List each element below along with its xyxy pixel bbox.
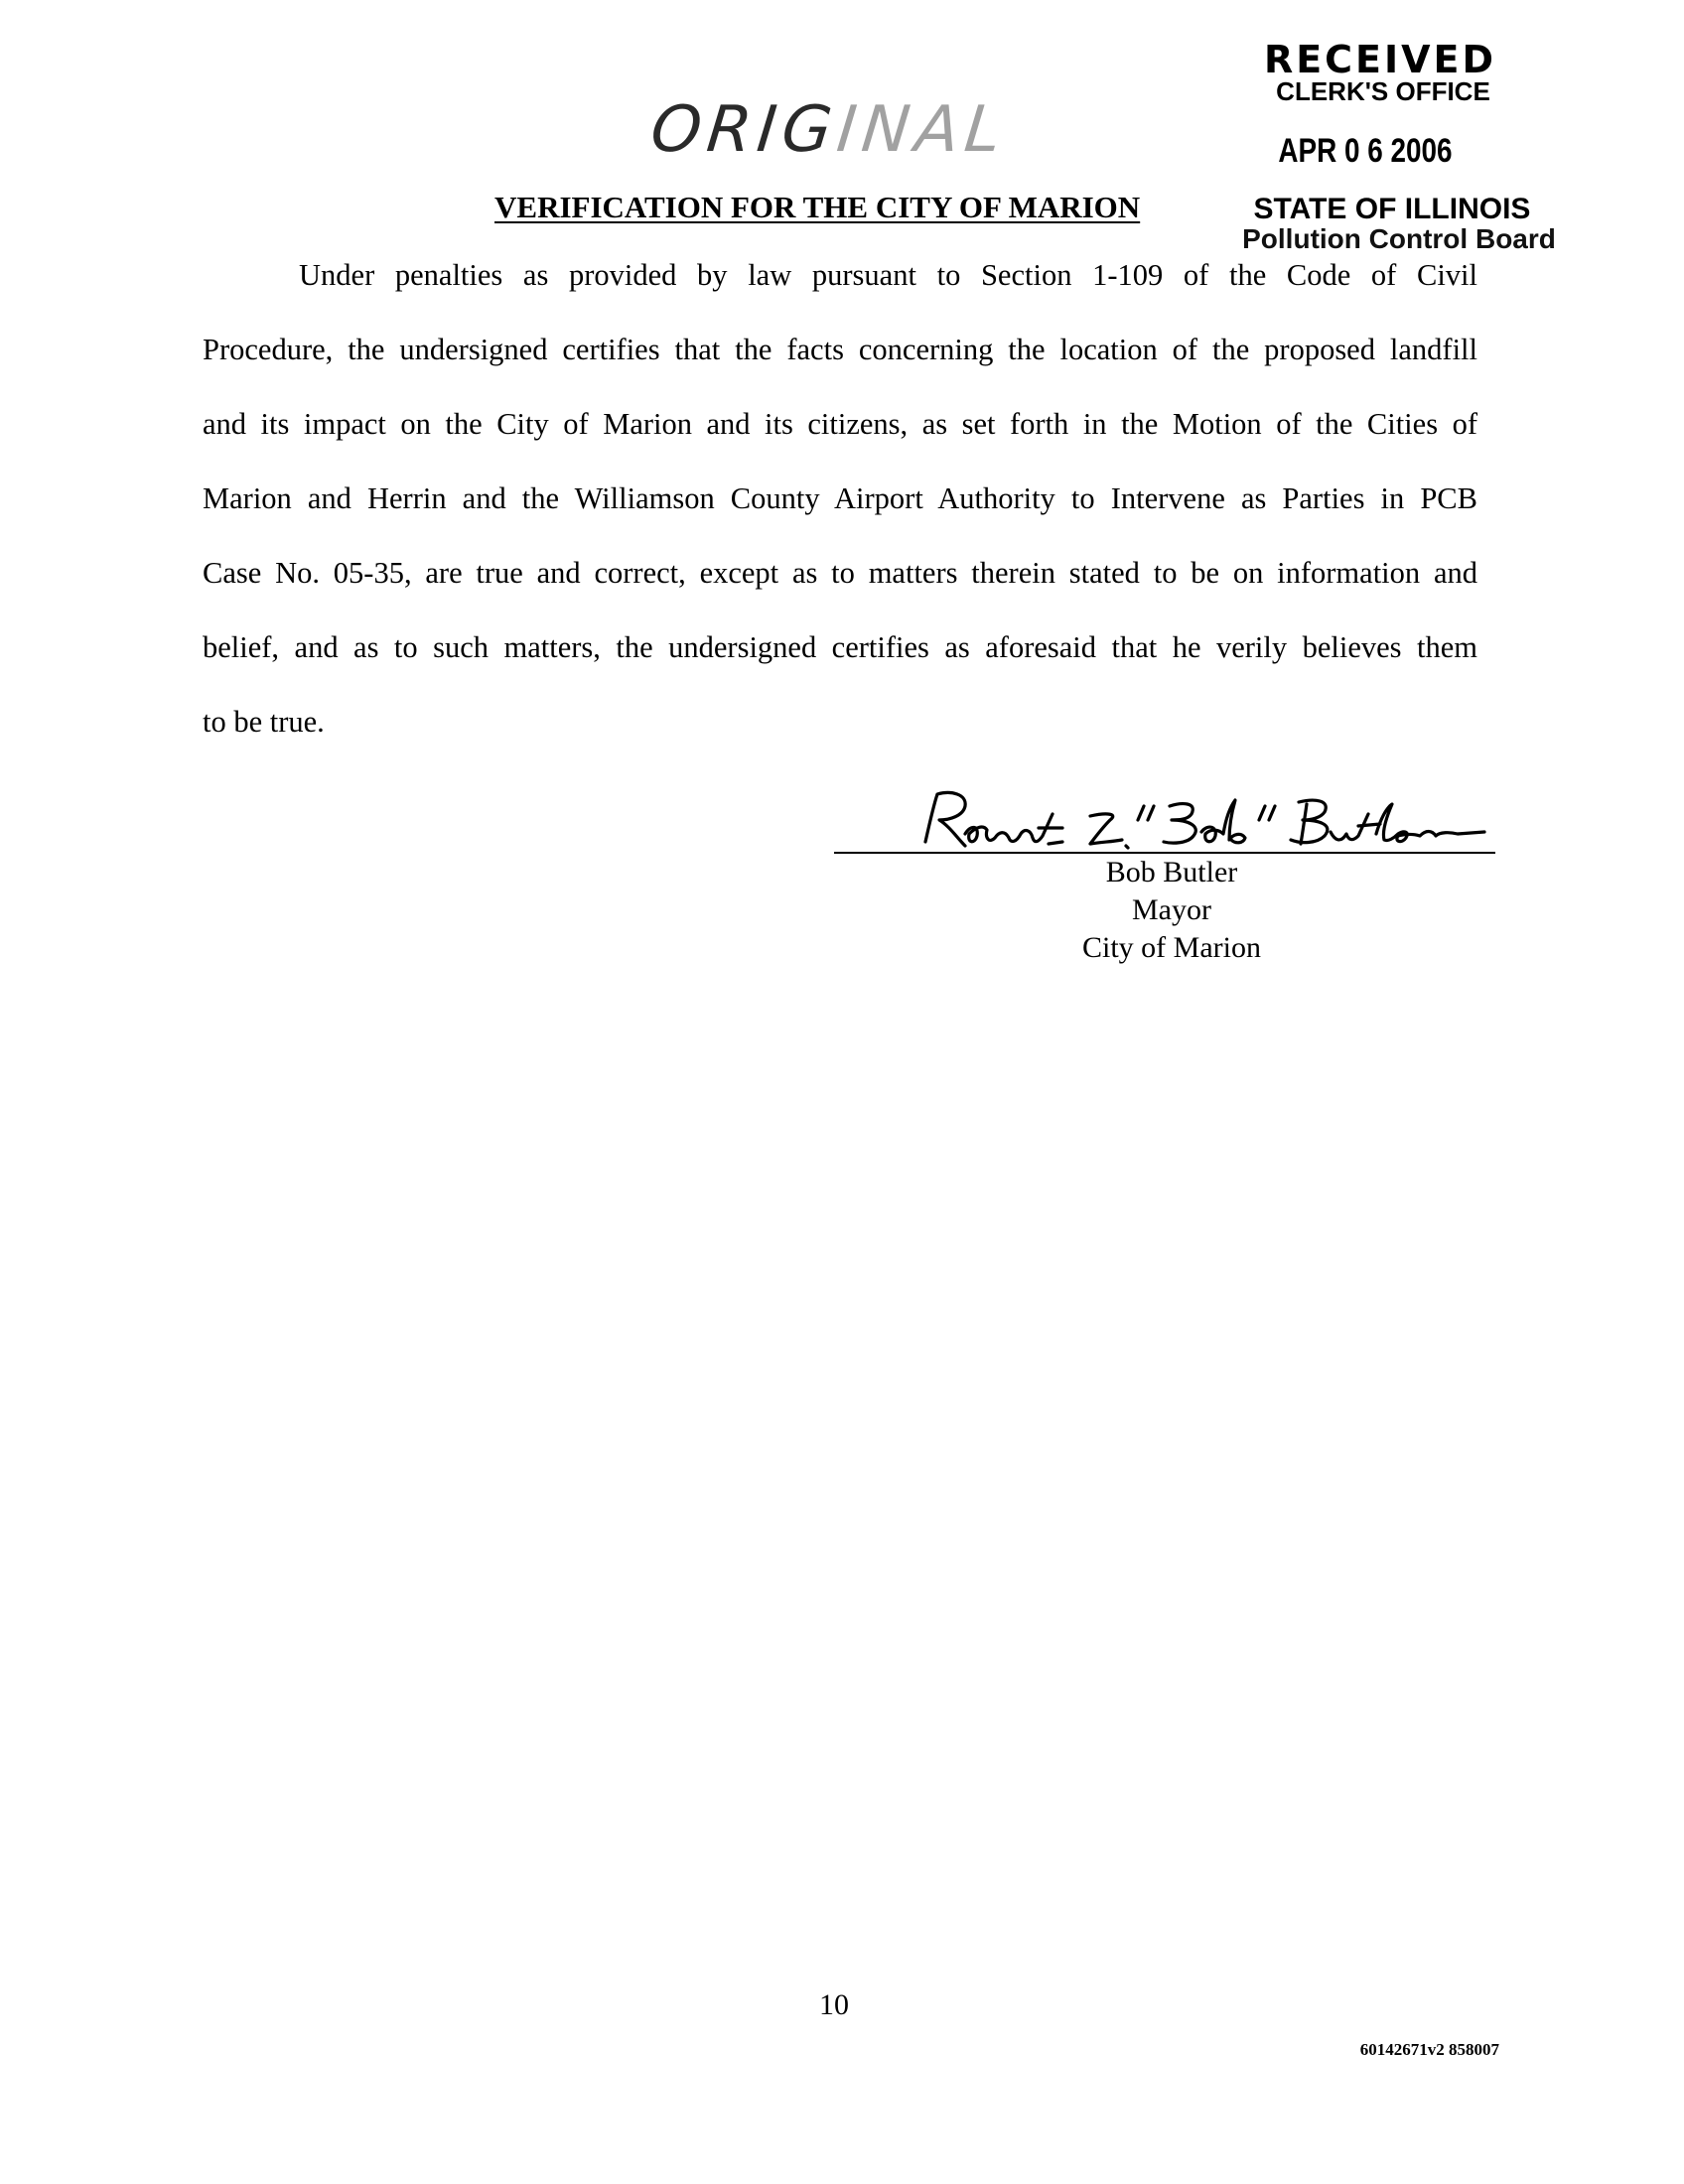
body-line: Procedure, the undersigned certifies that the facts concerning the location of the proposed landfill <box>203 333 1477 366</box>
received-stamp-title: RECEIVED <box>1263 38 1497 81</box>
received-stamp-state: STATE OF ILLINOIS <box>1253 193 1531 225</box>
body-line: and its impact on the City of Marion and its citizens, as set forth in the Motion of the Cities of <box>203 407 1477 441</box>
received-stamp-office: CLERK'S OFFICE <box>1276 76 1490 106</box>
body-line: Case No. 05-35, are true and correct, except as to matters therein stated to be on information and <box>203 556 1477 590</box>
original-stamp-visible: ORIG <box>647 93 842 167</box>
document-heading: VERIFICATION FOR THE CITY OF MARION <box>494 190 1141 224</box>
signer-title: Mayor <box>1132 893 1211 926</box>
body-line: to be true. <box>203 705 325 739</box>
received-stamp-date: APR 0 6 2006 <box>1278 132 1453 170</box>
signature-line <box>834 852 1495 854</box>
document-id: 60142671v2 858007 <box>1359 2040 1499 2059</box>
signer-organization: City of Marion <box>1082 931 1261 964</box>
original-stamp <box>647 95 1010 165</box>
original-stamp-faded: INAL <box>833 93 1011 167</box>
body-line: belief, and as to such matters, the undersigned certifies as aforesaid that he verily believes them <box>203 630 1477 664</box>
received-stamp-board: Pollution Control Board <box>1242 223 1556 254</box>
body-line: Marion and Herrin and the Williamson County Airport Authority to Intervene as Parties in PCB <box>203 481 1477 515</box>
signer-name: Bob Butler <box>1105 856 1238 888</box>
page-number: 10 <box>819 1988 849 2021</box>
body-line: Under penalties as provided by law pursuant to Section 1-109 of the Code of Civil <box>299 258 1477 292</box>
